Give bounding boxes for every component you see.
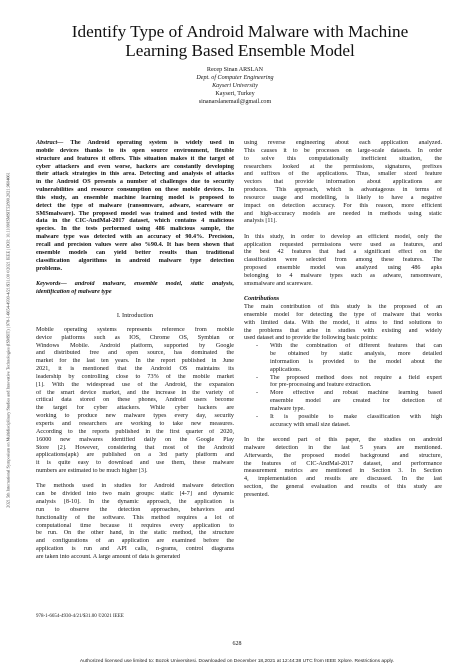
text-line: market for the last ten years. In the report published in June — [36, 358, 234, 365]
text-line: Afterwards, the proposed model background and structure, — [244, 452, 442, 459]
text-line: ensemble model for detecting the type of malware that works — [244, 311, 442, 318]
text-line: structure and features it offers. This situation makes it the target of — [36, 155, 234, 162]
bullet-item — [244, 343, 442, 374]
text-line: applications. — [270, 366, 302, 373]
text-line: species. In the tests performed using 486 malicious sample, the — [36, 226, 234, 233]
author-name: Recep Sinan ARSLAN — [206, 67, 264, 73]
text-line: section, the general evaluation and results of this study are — [244, 484, 442, 491]
right-paragraph-1 — [244, 140, 442, 226]
page-number: 628 — [232, 641, 242, 647]
text-line: [1]. With the widespread use of the Android, the expansion — [36, 381, 234, 388]
text-line: The main contribution of this study is the proposed of an — [244, 304, 442, 311]
text-line: Store [2]. However, considering that most of the Android — [36, 444, 234, 451]
text-line: resource usage and modelling, is likely to have a negative — [244, 194, 442, 201]
text-line: produces. This approach, which is advantageous in terms of — [244, 187, 442, 194]
text-line: malware type. — [270, 406, 305, 412]
text-line: belonging to 4 malware types such as adware, ransomware, — [244, 273, 442, 279]
text-line: to solve this computationally inefficient situation, the — [244, 155, 442, 162]
text-line: for pre-processing and feature extraction. — [270, 382, 372, 389]
text-line: identification of malware type — [36, 288, 112, 295]
text-line: This causes it to be processes on large-scale datasets. In order — [244, 147, 442, 154]
intro-paragraph-2 — [36, 483, 234, 561]
text-line: of the smart device market, and the increase in the variety of — [36, 389, 234, 396]
bullet-item — [244, 414, 442, 430]
left-column — [36, 140, 234, 562]
text-line: functionality of the software. This method requires a lot of — [36, 514, 234, 521]
text-line: leadership by controlling close to 73% of the mobile market — [36, 373, 234, 380]
text-line: this study, an ensemble machine learning model is proposed to — [36, 194, 234, 201]
bullet-item — [244, 375, 442, 391]
text-line: recall and precision values were also %90.4. It has been shown that — [36, 241, 234, 248]
text-line: researchers looked at the permissions, signatures, prefixes — [244, 163, 442, 170]
text-line: problems. — [36, 265, 62, 272]
text-line: In this study, in order to develop an efficient model, only the — [244, 233, 442, 240]
text-line: mobile devices thanks to its open source environment, flexible — [36, 147, 234, 154]
text-line: and suffixes of the applications. Thus, smaller sized feature — [244, 171, 442, 178]
text-line: critical data stored on these phones, Android users become — [36, 397, 234, 404]
text-line: presented. — [244, 491, 270, 498]
text-line: accuracy with small size dataset. — [270, 421, 351, 428]
right-paragraph-3 — [244, 437, 442, 500]
text-line: SMSmalware). The proposed model was trained and tested with the — [36, 210, 234, 217]
text-line: the best 42 features that had a significant effect on the — [244, 249, 442, 256]
bullet-marker: - — [256, 413, 259, 420]
text-line: and configurations of an application are examined before the — [36, 538, 234, 545]
text-line: data in the CIC-AndMal-2017 dataset, which contains 4 malicious — [36, 218, 234, 225]
title-line: Identify Type of Android Malware with Machine — [71, 22, 409, 41]
text-line: More effective and robust machine learning based — [270, 390, 442, 397]
title-line: Learning Based Ensemble Model — [125, 41, 355, 60]
contributions-paragraph — [244, 304, 442, 343]
intro-paragraph-1 — [36, 327, 234, 476]
text-line: It is possible to make classification with high — [270, 413, 442, 420]
text-line: malware detection in the last 5 years are mentioned. — [244, 444, 442, 451]
text-line: ensemble model are created for detection of — [270, 398, 442, 405]
text-line: application requested permissions were used as features, and — [244, 241, 442, 248]
text-line: The proposed method does not require a field expert — [270, 374, 442, 381]
text-line: the target for cyber attackers. While cyber hackers are — [36, 405, 234, 412]
author-city: Kayseri, Turkey — [215, 90, 255, 97]
text-line: with limited data. With the model, it aims to find solutions to — [244, 319, 442, 326]
author-university: Kayseri University — [212, 82, 258, 89]
text-line: The methods used in studies for Android malware detection — [36, 483, 234, 490]
keywords-label: Keywords— — [36, 280, 67, 287]
text-line: numbers are estimated to be much higher [3]. — [36, 468, 148, 475]
right-column — [244, 140, 442, 500]
copyright-footer: 978-1-6654-4930-4/21/$31.00 ©2021 IEEE — [36, 614, 124, 619]
text-line: applications(apk) are published on a 3rd party platform and — [36, 452, 234, 459]
text-line: application is run and API calls, n-grams, control diagrams — [36, 546, 234, 553]
text-line: detect the type of malware (ransomware, adware, scareware or — [36, 202, 234, 209]
text-line: vulnerabilities and resource consumption on these mobile devices. In — [36, 187, 234, 194]
keywords — [36, 281, 234, 297]
text-line: smsmalware and scareware. — [244, 280, 313, 287]
text-line — [36, 140, 234, 148]
text-line: 4, implementation and results are discussed. In the last — [244, 476, 442, 483]
text-line: impact on detection accuracy. For this reason, more efficient — [244, 202, 442, 209]
right-paragraph-2 — [244, 234, 442, 289]
text-line: can be divided into two main groups: static [4-7] and dynamic — [36, 491, 234, 498]
bullet-item — [244, 390, 442, 414]
text-line: classification algorithms in android malware type detection — [36, 257, 234, 264]
text-line: and distributed free and open source, has dominated the — [36, 350, 234, 357]
text-line: analysis [11]. — [244, 218, 277, 225]
text-line: computational time because it requires every application to — [36, 522, 234, 529]
text-line: In the second part of this paper, the studies on android — [244, 437, 442, 444]
author-block — [140, 67, 330, 107]
text-line: in the Android OS presents a number of challenges due to security — [36, 179, 234, 186]
text-line: using reverse engineering about each application analyzed. — [244, 140, 442, 146]
text-line — [36, 281, 234, 289]
text-line: 2021, it is mentioned that the Android OS maintains its — [36, 366, 234, 373]
text-line: used dataset and to provide the following basic points: — [244, 335, 378, 342]
text-line: the problems that arise in studies with existing and widely — [244, 327, 442, 334]
text-line: it is quite easy to download and use them, these malware — [36, 460, 234, 467]
bullet-marker: - — [256, 374, 259, 381]
bullet-marker: - — [256, 343, 259, 350]
section-heading-introduction: I. Introduction — [116, 311, 154, 319]
text-line: According to the reports published in the first quarter of 2020, — [36, 428, 234, 435]
text-span: android malware, ensemble model, static analysis, — [66, 280, 234, 287]
contributions-bullets — [244, 343, 442, 429]
author-email: sinanarslanemail@gmail.com — [198, 98, 272, 105]
text-span: The Android operating system is widely used in — [63, 140, 234, 146]
text-line: proposed ensemble model was analyzed using 486 apks — [244, 265, 442, 272]
paper-title — [30, 22, 450, 60]
text-line: ensemble models can yield better results than traditional — [36, 249, 234, 256]
text-line: and high-accuracy models are needed in methods using static — [244, 210, 442, 217]
bullet-marker: - — [256, 390, 259, 397]
text-line: malware type was detected with an accuracy of 90.4%. Precision, — [36, 234, 234, 241]
text-line: working to produce new malware types every day, security — [36, 413, 234, 420]
text-line: vectors that provide information about applications are — [244, 179, 442, 186]
text-line: Windows Mobile. Android platform, supported by Google — [36, 342, 234, 349]
text-line: experts and researchers are working to take new measures. — [36, 421, 234, 427]
text-line: classification were selected from among these features. The — [244, 257, 442, 264]
contributions-heading: Contributions — [244, 296, 280, 303]
text-line: the features of CIC-AndMal-2017 dataset, and performance — [244, 460, 442, 467]
text-line: their attack strategies in this area. Detecting and analysis of attacks — [36, 171, 234, 178]
abstract — [36, 140, 234, 273]
text-line: be run. On the other hand, in the static method, the structure — [36, 530, 234, 537]
text-line: be obtained by static analysis, more detailed — [270, 351, 442, 358]
text-line: are taken into account. A large amount of data is generated — [36, 554, 180, 560]
text-line: device platforms such as IOS, Chrome OS, Symbian or — [36, 334, 234, 341]
text-line: analysis [8-10]. In the dynamic approach, the application is — [36, 499, 234, 506]
text-line: With the combination of different features that can — [270, 343, 442, 350]
text-line: measurement metrics are mentioned in Section 3. In Section — [244, 468, 442, 475]
license-notice: Authorized licensed use limited to: Bozok Universitesi. Downloaded on December 18,2021 at 12:44:38 UTC from IEEE Xplore. Restrictions apply. — [79, 659, 395, 664]
text-line: information is provided to the model about the — [270, 358, 442, 365]
text-line: run to observe the detection approaches, behaviors and — [36, 506, 234, 513]
text-line: Mobile operating systems represents reference from mobile — [36, 326, 234, 333]
abstract-label: Abstract— — [36, 140, 64, 146]
sidebar-citation: 2021 5th International Symposium on Multidisciplinary Studies and Innovative Technologies (ISMSIT) | 978-1-6654-4930-4/21/$31.00 ©2021 IEEE | DOI: 10.1109/ISMSIT52890.2021.9604661 — [5, 172, 11, 508]
author-dept: Dept. of Computer Engineering — [196, 74, 274, 81]
text-line: 16000 new malwares identified daily on the Google Play — [36, 436, 234, 443]
text-line: cyber attackers and even worse, hackers are constantly developing — [36, 163, 234, 170]
